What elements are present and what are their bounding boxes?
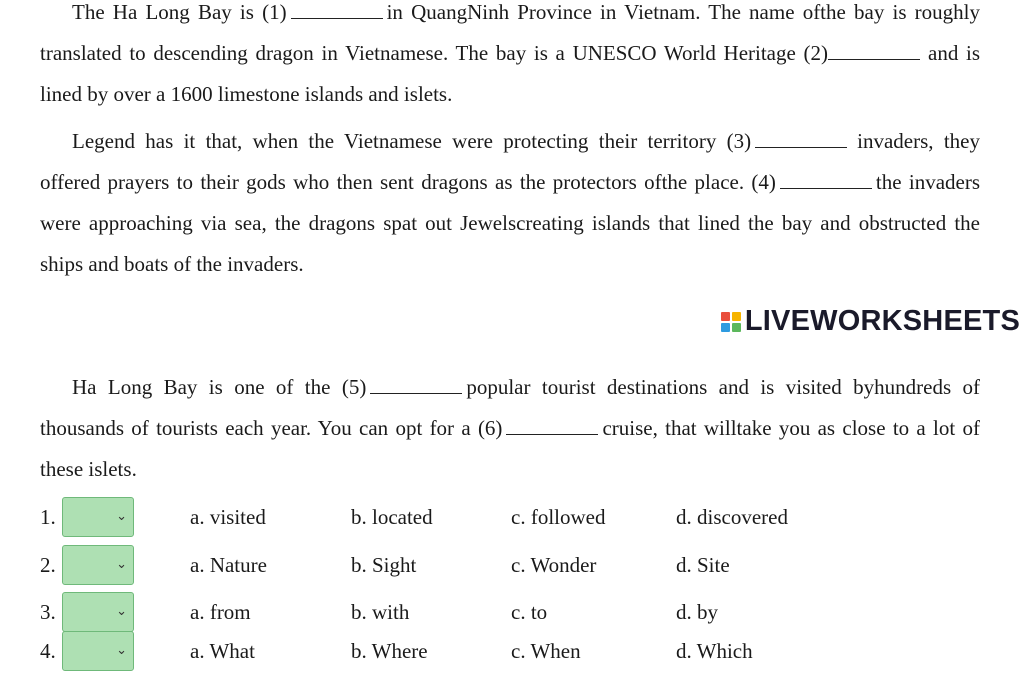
- blank-5: [370, 377, 462, 394]
- paragraph-text: the invaders were approaching via sea, the dragons spat out Jewelscreating islands that lined the bay and obstructed the ships and boats of the invaders.: [40, 170, 981, 276]
- paragraph-1: [40, 0, 980, 115]
- logo-square: [732, 312, 741, 321]
- chevron-down-icon[interactable]: ⌄: [116, 643, 127, 658]
- option-a: a. What: [190, 638, 255, 663]
- blank-4: [780, 172, 872, 189]
- logo-grid-icon: [721, 312, 741, 332]
- option-d: d. Site: [676, 552, 730, 577]
- option-d: d. Which: [676, 638, 753, 663]
- option-a: a. Nature: [190, 552, 267, 577]
- question-number: 2.: [40, 552, 56, 577]
- answer-select-4[interactable]: [62, 631, 134, 671]
- answer-select-1[interactable]: [62, 497, 134, 537]
- option-b: b. with: [351, 599, 410, 624]
- logo-square: [721, 323, 730, 332]
- option-b: b. Sight: [351, 552, 417, 577]
- option-b: b. located: [351, 504, 433, 529]
- paragraph-3: [40, 367, 980, 490]
- logo-square: [732, 323, 741, 332]
- paragraph-text: Legend has it that, when the Vietnamese were protecting their territory (3): [72, 129, 752, 153]
- option-c: c. to: [511, 599, 548, 624]
- paragraph-text: Ha Long Bay is one of the (5): [72, 375, 367, 399]
- paragraph-text: cruise, that willtake you as close to a lot of these islets.: [40, 416, 980, 481]
- answer-select-3[interactable]: [62, 592, 134, 632]
- liveworksheets-logo: [721, 305, 1020, 338]
- question-number: 4.: [40, 638, 56, 663]
- paragraph-text: The Ha Long Bay is (1): [72, 0, 287, 24]
- question-row-3: [40, 590, 718, 634]
- chevron-down-icon[interactable]: ⌄: [116, 509, 127, 524]
- answer-select-2[interactable]: [62, 545, 134, 585]
- blank-3: [755, 131, 847, 148]
- question-number: 3.: [40, 599, 56, 624]
- paragraph-text: and is lined by over a 1600 limestone islands and islets.: [40, 41, 981, 106]
- option-c: c. When: [511, 638, 581, 663]
- option-a: a. from: [190, 599, 251, 624]
- question-row-2: [40, 543, 730, 587]
- question-row-4: [40, 629, 753, 673]
- paragraph-text: in QuangNinh Province in Vietnam. The name ofthe bay is roughly translated to descending dragon in Vietnamese. The bay is a UNESCO World Heritage (2): [40, 0, 980, 65]
- paragraph-text: invaders, they offered prayers to their gods who then sent dragons as the protectors ofthe place. (4): [40, 129, 980, 194]
- paragraph-text: popular tourist destinations and is visited byhundreds of thousands of tourists each year. You can opt for a (6): [40, 375, 980, 440]
- question-row-1: [40, 495, 788, 539]
- brand-name: LIVEWORKSHEETS: [744, 305, 1020, 337]
- option-d: d. discovered: [676, 504, 788, 529]
- blank-2: [828, 43, 920, 60]
- chevron-down-icon[interactable]: ⌄: [116, 557, 127, 572]
- question-number: 1.: [40, 504, 56, 529]
- logo-square: [721, 312, 730, 321]
- paragraph-2: [40, 121, 980, 285]
- blank-1: [291, 2, 383, 19]
- blank-6: [506, 418, 598, 435]
- option-c: c. Wonder: [511, 552, 597, 577]
- option-a: a. visited: [190, 504, 266, 529]
- option-b: b. Where: [351, 638, 428, 663]
- chevron-down-icon[interactable]: ⌄: [116, 604, 127, 619]
- option-d: d. by: [676, 599, 718, 624]
- option-c: c. followed: [511, 504, 606, 529]
